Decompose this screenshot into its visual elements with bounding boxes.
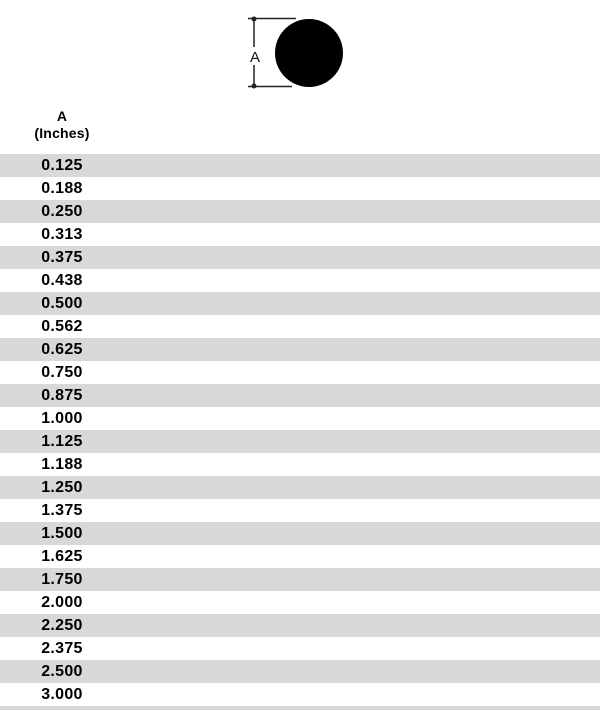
table-row [0,430,600,453]
round-bar-diagram [235,5,365,100]
table-row [0,683,600,706]
table-row [0,568,600,591]
size-value: 1.000 [41,409,83,427]
size-value: 0.750 [41,363,83,381]
size-table [0,154,600,710]
size-value: 1.750 [41,570,83,588]
dimension-dot-top [252,17,257,22]
table-row [0,407,600,430]
table-row [0,637,600,660]
dimension-dot-bottom [252,84,257,89]
size-value: 0.188 [41,179,83,197]
size-value: 1.250 [41,478,83,496]
table-row [0,200,600,223]
size-value: 0.250 [41,202,83,220]
table-row [0,246,600,269]
size-value: 1.188 [41,455,83,473]
table-row [0,545,600,568]
table-row [0,223,600,246]
table-row [0,499,600,522]
table-row [0,338,600,361]
size-value: 0.438 [41,271,83,289]
size-value: 2.000 [41,593,83,611]
table-row [0,453,600,476]
round-bar-circle [275,19,343,87]
table-row [0,591,600,614]
size-value: 0.875 [41,386,83,404]
table-row [0,154,600,177]
table-header [0,108,124,141]
table-row [0,292,600,315]
table-row [0,269,600,292]
size-value: 1.500 [41,524,83,542]
table-row [0,614,600,637]
size-value: 3.000 [41,685,83,703]
table-row [0,660,600,683]
dimension-label: A [249,49,261,66]
size-value: 0.500 [41,294,83,312]
size-value: 2.250 [41,616,83,634]
table-row [0,361,600,384]
size-value: 0.562 [41,317,83,335]
size-value: 0.125 [41,156,83,174]
size-value: 0.375 [41,248,83,266]
table-row [0,522,600,545]
table-header-line2: (Inches) [34,124,90,141]
table-row [0,177,600,200]
round-bar-diagram-svg [235,5,365,100]
table-row [0,476,600,499]
size-value: 2.375 [41,639,83,657]
size-value: 1.375 [41,501,83,519]
table-row [0,315,600,338]
size-value: 2.500 [41,662,83,680]
size-value: 1.125 [41,432,83,450]
table-row [0,384,600,407]
size-value: 0.625 [41,340,83,358]
table-header-line1: A [56,108,68,124]
size-value: 1.625 [41,547,83,565]
size-value: 0.313 [41,225,83,243]
